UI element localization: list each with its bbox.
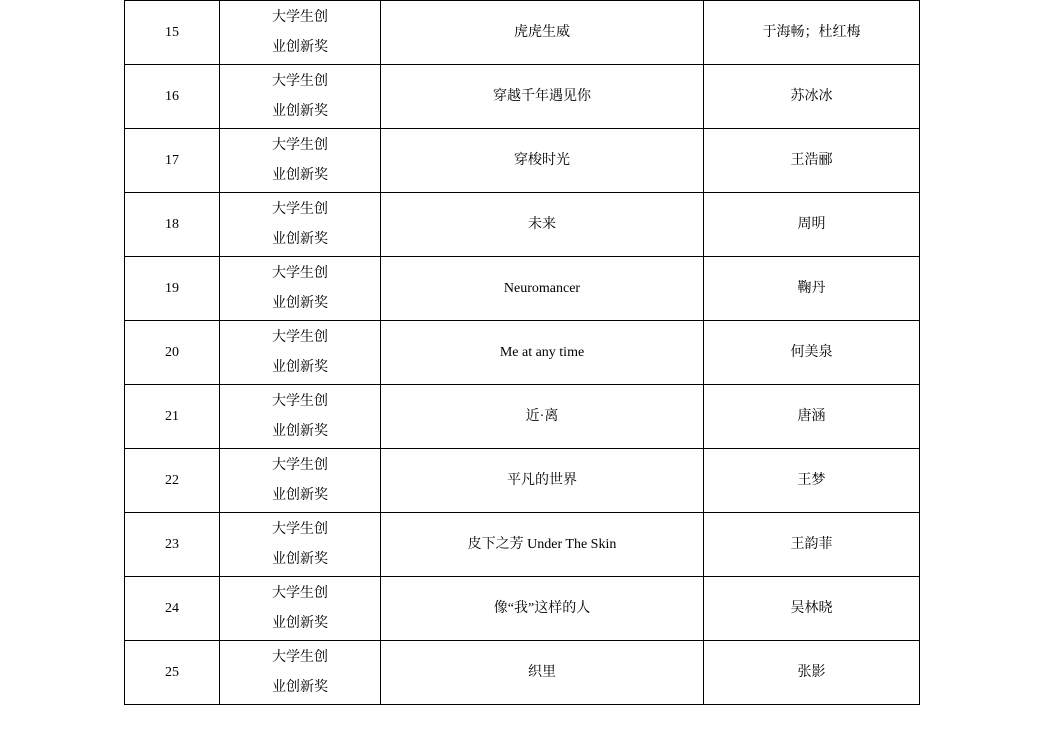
- author-name: 王浩郦: [704, 129, 920, 193]
- author-name: 王梦: [704, 449, 920, 513]
- award-category: [220, 257, 381, 321]
- table-row: [125, 1, 920, 65]
- author-name: 王韵菲: [704, 513, 920, 577]
- award-line-2: 业创新奖: [272, 423, 328, 439]
- table-row: [125, 257, 920, 321]
- table-row: [125, 641, 920, 705]
- award-category: [220, 513, 381, 577]
- award-category: [220, 65, 381, 129]
- award-line-1: 大学生创: [272, 73, 328, 89]
- award-category: [220, 193, 381, 257]
- row-number: 18: [125, 193, 220, 257]
- award-line-1: 大学生创: [272, 137, 328, 153]
- work-title: 穿越千年遇见你: [381, 65, 704, 129]
- award-line-1: 大学生创: [272, 201, 328, 217]
- award-line-2: 业创新奖: [272, 231, 328, 247]
- award-line-1: 大学生创: [272, 265, 328, 281]
- row-number: 16: [125, 65, 220, 129]
- table-row: [125, 385, 920, 449]
- author-name: 唐涵: [704, 385, 920, 449]
- award-line-1: 大学生创: [272, 521, 328, 537]
- table-row: [125, 449, 920, 513]
- award-category: [220, 129, 381, 193]
- award-line-2: 业创新奖: [272, 551, 328, 567]
- work-title: 虎虎生威: [381, 1, 704, 65]
- award-category: [220, 385, 381, 449]
- award-category: [220, 641, 381, 705]
- award-line-1: 大学生创: [272, 585, 328, 601]
- row-number: 25: [125, 641, 220, 705]
- table-row: [125, 577, 920, 641]
- award-category: [220, 1, 381, 65]
- award-category: [220, 577, 381, 641]
- award-line-2: 业创新奖: [272, 295, 328, 311]
- author-name: 鞠丹: [704, 257, 920, 321]
- work-title: 织里: [381, 641, 704, 705]
- work-title: 平凡的世界: [381, 449, 704, 513]
- author-name: 张影: [704, 641, 920, 705]
- work-title: Neuromancer: [381, 257, 704, 321]
- award-line-2: 业创新奖: [272, 487, 328, 503]
- award-line-1: 大学生创: [272, 393, 328, 409]
- award-line-2: 业创新奖: [272, 103, 328, 119]
- award-line-2: 业创新奖: [272, 39, 328, 55]
- author-name: 吴林晓: [704, 577, 920, 641]
- row-number: 20: [125, 321, 220, 385]
- table-row: [125, 129, 920, 193]
- work-title: 近·离: [381, 385, 704, 449]
- table-row: [125, 193, 920, 257]
- award-line-1: 大学生创: [272, 329, 328, 345]
- row-number: 17: [125, 129, 220, 193]
- row-number: 15: [125, 1, 220, 65]
- row-number: 23: [125, 513, 220, 577]
- author-name: 何美泉: [704, 321, 920, 385]
- row-number: 19: [125, 257, 220, 321]
- table-row: [125, 65, 920, 129]
- author-name: 于海畅；杜红梅: [704, 1, 920, 65]
- row-number: 24: [125, 577, 220, 641]
- award-line-2: 业创新奖: [272, 679, 328, 695]
- award-line-1: 大学生创: [272, 649, 328, 665]
- award-category: [220, 449, 381, 513]
- award-line-1: 大学生创: [272, 457, 328, 473]
- table-row: [125, 513, 920, 577]
- award-category: [220, 321, 381, 385]
- award-line-1: 大学生创: [272, 9, 328, 25]
- author-name: 苏冰冰: [704, 65, 920, 129]
- author-name: 周明: [704, 193, 920, 257]
- row-number: 22: [125, 449, 220, 513]
- award-line-2: 业创新奖: [272, 615, 328, 631]
- award-line-2: 业创新奖: [272, 359, 328, 375]
- work-title: 皮下之芳 Under The Skin: [381, 513, 704, 577]
- work-title: Me at any time: [381, 321, 704, 385]
- work-title: 像“我”这样的人: [381, 577, 704, 641]
- table-row: [125, 321, 920, 385]
- award-line-2: 业创新奖: [272, 167, 328, 183]
- work-title: 穿梭时光: [381, 129, 704, 193]
- award-table-body: [125, 1, 920, 705]
- row-number: 21: [125, 385, 220, 449]
- work-title: 未来: [381, 193, 704, 257]
- award-list-table: [124, 0, 920, 705]
